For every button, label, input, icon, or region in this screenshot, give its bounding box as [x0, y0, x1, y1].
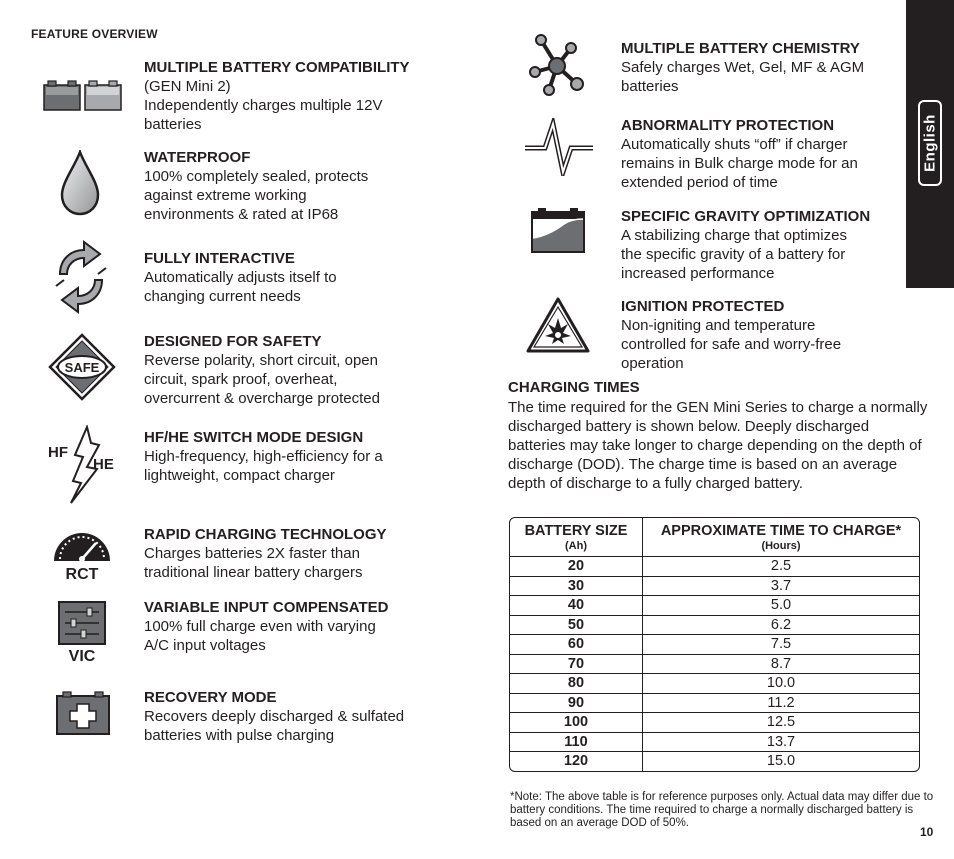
table-row: [510, 577, 919, 597]
feature-desc: 100% full charge even with varying A/C input voltages: [144, 618, 376, 654]
battery-size-cell: 80: [510, 674, 643, 694]
table-footnote: *Note: The above table is for reference purposes only. Actual data may differ due to battery conditions. The time required to charge a normally discharged battery is based on an average DOD of 50%.: [510, 791, 934, 829]
battery-size-cell: 90: [510, 694, 643, 714]
feature-desc: Reverse polarity, short circuit, open circuit, spark proof, overheat, overcurrent & overcharge protected: [144, 352, 380, 407]
vic-sliders-icon: [57, 600, 107, 664]
table-row: [510, 733, 919, 753]
column-header-charge-time: [643, 518, 919, 557]
charge-time-cell: 7.5: [643, 635, 919, 655]
battery-pair-icon: [43, 79, 123, 111]
feature-title: FULLY INTERACTIVE: [144, 250, 295, 267]
feature-title: SPECIFIC GRAVITY OPTIMIZATION: [621, 208, 871, 225]
battery-size-cell: 120: [510, 752, 643, 771]
charge-time-cell: 15.0: [766, 753, 796, 770]
charging-times-body: The time required for the GEN Mini Series to charge a normally discharged battery is shown below. Deeply discharged batteries may take longer to charge depending on the depth of discharge (DOD). The charge time is based on an average depth of discharge to a fully charged battery.: [508, 399, 928, 492]
table-row: [510, 694, 919, 714]
charge-time-cell: 10.0: [643, 674, 919, 694]
battery-size-cell: 30: [510, 577, 643, 597]
safe-badge-icon: [48, 333, 116, 401]
feature-title-suffix: (GEN Mini 2): [144, 78, 231, 95]
feature-title: ABNORMALITY PROTECTION: [621, 117, 835, 134]
feature-title: RECOVERY MODE: [144, 689, 277, 706]
molecule-icon: [527, 32, 589, 98]
table-row: [510, 635, 919, 655]
pulse-wave-icon: [523, 118, 595, 176]
column-header-label: APPROXIMATE TIME TO CHARGE*: [660, 523, 902, 539]
charge-time-cell: 3.7: [643, 577, 919, 597]
language-label: English: [921, 114, 939, 172]
table-row: [510, 655, 919, 675]
language-tab: [906, 0, 954, 288]
feature-title: VARIABLE INPUT COMPENSATED: [144, 599, 389, 616]
feature-title: RAPID CHARGING TECHNOLOGY: [144, 526, 387, 543]
feature-desc: High-frequency, high-efficiency for a lightweight, compact charger: [144, 448, 383, 484]
feature-desc: Recovers deeply discharged & sulfated batteries with pulse charging: [144, 708, 405, 744]
feature-desc: Safely charges Wet, Gel, MF & AGM batteries: [621, 59, 865, 95]
column-header-battery-size: [510, 518, 643, 557]
battery-size-cell: 50: [510, 616, 643, 636]
feature-title: WATERPROOF: [144, 149, 251, 166]
charge-time-cell: 6.2: [643, 616, 919, 636]
he-label: HE: [93, 456, 114, 473]
charge-time-cell: 2.5: [643, 557, 919, 577]
feature-desc: 100% completely sealed, protects against extreme working environments & rated at IP68: [144, 168, 369, 223]
battery-size-cell: 20: [510, 557, 643, 577]
flame-warning-icon: [526, 296, 590, 354]
table-row: [510, 674, 919, 694]
column-header-unit: (Ah): [565, 540, 587, 552]
safe-badge-text: SAFE: [64, 360, 100, 375]
table-row: [510, 752, 919, 771]
charging-times-title: CHARGING TIMES: [508, 379, 640, 396]
feature-desc: Independently charges multiple 12V batteries: [144, 97, 383, 133]
charge-time-cell: 13.7: [643, 733, 919, 753]
battery-gravity-icon: [530, 206, 586, 254]
feature-title: DESIGNED FOR SAFETY: [144, 333, 322, 350]
charge-time-cell: 8.7: [643, 655, 919, 675]
water-drop-icon: [59, 150, 101, 216]
table-row: [510, 713, 919, 733]
table-row: [510, 616, 919, 636]
rct-label: RCT: [65, 566, 99, 581]
charge-time-cell: 12.5: [643, 713, 919, 733]
battery-size-cell: 110: [510, 733, 643, 753]
charge-time-cell: 5.0: [643, 596, 919, 616]
battery-plus-icon: [55, 690, 111, 736]
feature-title: IGNITION PROTECTED: [621, 298, 785, 315]
feature-desc: Charges batteries 2X faster than traditional linear battery chargers: [144, 545, 363, 581]
language-label-box: [918, 100, 942, 186]
battery-size-cell: 60: [510, 635, 643, 655]
battery-size-cell: 70: [510, 655, 643, 675]
table-row: [510, 596, 919, 616]
hf-he-lightning-icon: [47, 425, 119, 505]
feature-title: MULTIPLE BATTERY CHEMISTRY: [621, 40, 860, 57]
feature-desc: Automatically adjusts itself to changing current needs: [144, 269, 337, 305]
column-header-unit: (Hours): [761, 540, 801, 552]
feature-desc: Automatically shuts “off” if charger remains in Bulk charge mode for an extended period of time: [621, 136, 858, 191]
charge-time-cell: 11.2: [643, 694, 919, 714]
charging-times-table: [509, 517, 920, 772]
battery-size-cell: 100: [510, 713, 643, 733]
feature-desc: A stabilizing charge that optimizes the specific gravity of a battery for increased performance: [621, 227, 847, 282]
table-row: [510, 557, 919, 577]
feature-desc: Non-igniting and temperature controlled for safe and worry-free operation: [621, 317, 842, 372]
page-number: 10: [920, 825, 934, 839]
vic-label: VIC: [68, 648, 96, 664]
refresh-arrows-icon: [52, 240, 110, 314]
feature-title: HF/HE SWITCH MODE DESIGN: [144, 429, 364, 446]
table-header-row: [510, 518, 919, 557]
rct-gauge-icon: [52, 525, 112, 581]
section-title: FEATURE OVERVIEW: [31, 27, 158, 41]
battery-size-cell: 40: [510, 596, 643, 616]
column-header-label: BATTERY SIZE: [524, 523, 628, 539]
hf-label: HF: [48, 444, 68, 461]
feature-title: MULTIPLE BATTERY COMPATIBILITY: [144, 59, 410, 76]
